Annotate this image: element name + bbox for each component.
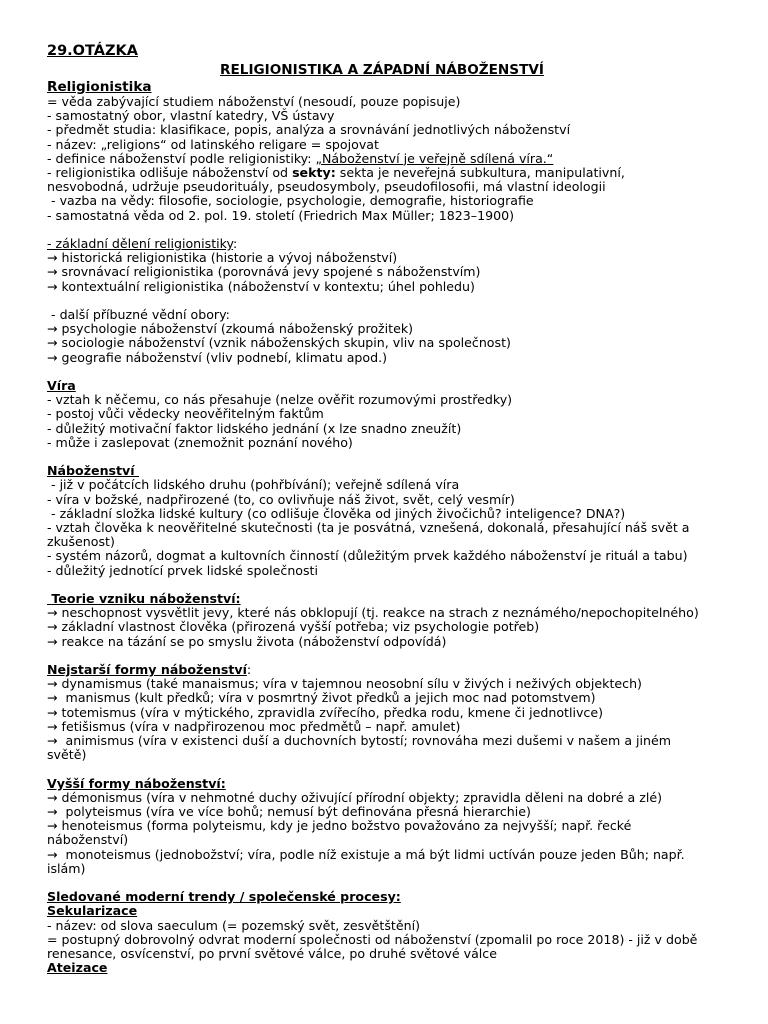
text-line: - postoj vůči vědecky neověřitelným faktům xyxy=(47,406,324,422)
text-line: - název: od slova saeculum (= pozemský svět, zesvětštění) xyxy=(47,917,421,933)
text-line: zkušenost) xyxy=(47,534,115,550)
subsection-heading-text: - základní dělení religionistiky xyxy=(47,236,234,252)
list-item: → totemismus (víra v mýtického, zpravidla zvířecího, předka rodu, kmene či jednotlivce) xyxy=(47,704,603,720)
list-item: → základní vlastnost člověka (přirozená vyšší potřeba; viz psychologie potřeb) xyxy=(47,619,540,635)
text-line: - vztah člověka k neověřitelné skutečnosti (ta je posvátná, vznešená, dokonalá, přesahující náš svět a xyxy=(47,520,690,536)
list-item: → fetišismus (víra v nadpřirozenou moc předmětů – např. amulet) xyxy=(47,718,461,734)
text-line: = věda zabývající studiem náboženství (nesoudí, pouze popisuje) xyxy=(47,94,461,109)
text-line: - vztah k něčemu, co nás přesahuje (nelze ověřit rozumovými prostředky) xyxy=(47,392,513,408)
text-line: - důležitý jednotící prvek lidské společnosti xyxy=(47,562,318,578)
subsection-heading-ateizace: Ateizace xyxy=(47,960,108,976)
text-line: - systém názorů, dogmat a kultovních činností (důležitým prvek každého náboženství je rituál a tabu) xyxy=(47,548,688,564)
sekty-line xyxy=(47,166,717,180)
text-line: - důležitý motivační faktor lidského jednání (x lze snadno zneužít) xyxy=(47,420,462,436)
text-line: - vazba na vědy: filosofie, sociologie, psychologie, demografie, historiografie xyxy=(47,193,534,209)
text-line: - samostatná věda od 2. pol. 19. století (Friedrich Max Müller; 1823–1900) xyxy=(47,207,515,223)
text-line: - základní složka lidské kultury (co odlišuje člověka od jiných živočichů? inteligence? DNA?) xyxy=(47,505,626,521)
list-item: → polyteismus (víra ve více bohů; nemusí být definována přesná hierarchie) xyxy=(47,804,531,820)
subsection-heading-pribuzne-obory: - další příbuzné vědní obory: xyxy=(47,307,230,323)
section-heading-nejstarsi-formy: Nejstarší formy náboženství: xyxy=(47,662,252,678)
text-line: - samostatný obor, vlastní katedry, VŠ ústavy xyxy=(47,108,335,124)
list-item: → monoteismus (jednobožství; víra, podle níž existuje a má být lidmi uctíván pouze jeden Bůh; např. xyxy=(47,846,685,862)
list-item: → sociologie náboženství (vznik náboženských skupin, vliv na společnost) xyxy=(47,335,511,351)
section-heading-vyssi-formy: Vyšší formy náboženství: xyxy=(47,775,226,791)
list-item: → manismus (kult předků; víra v posmrtný život předků a jejich moc nad potomstvem) xyxy=(47,690,596,706)
section-heading-trendy: Sledované moderní trendy / společenské procesy: xyxy=(47,889,401,905)
text-line: - předmět studia: klasifikace, popis, analýza a srovnávání jednotlivých náboženství xyxy=(47,122,571,138)
text-line: - název: „religions“ od latinského religare = spojovat xyxy=(47,136,379,152)
subsection-heading-zakladni-deleni: - základní dělení religionistiky: xyxy=(47,236,238,252)
list-item: → srovnávací religionistika (porovnává jevy spojené s náboženstvím) xyxy=(47,264,481,280)
list-item: → reakce na tázání se po smyslu života (náboženství odpovídá) xyxy=(47,633,447,649)
sekty-prefix: - religionistika odlišuje náboženství od xyxy=(47,165,293,181)
question-number: 29.OTÁZKA xyxy=(47,43,138,59)
text-line: nesvobodná, udržuje pseudorituály, pseudosymboly, pseudofilosofii, má vlastní ideologii xyxy=(47,179,606,195)
sekty-suffix: sekta je neveřejná subkultura, manipulativní, xyxy=(335,165,625,181)
list-item: → historická religionistika (historie a vývoj náboženství) xyxy=(47,250,398,266)
subsection-heading-sekularizace: Sekularizace xyxy=(47,903,138,919)
definition-line xyxy=(47,152,717,166)
list-item: → psychologie náboženství (zkoumá náboženský prožitek) xyxy=(47,321,414,337)
list-item: světě) xyxy=(47,747,87,763)
definition-prefix: - definice náboženství podle religionistiky: xyxy=(47,150,316,166)
sekty-term: sekty: xyxy=(292,165,336,181)
list-item: → kontextuální religionistika (náboženství v kontextu; úhel pohledu) xyxy=(47,278,475,294)
text-line: renesance, osvícenství, po první světové válce, po druhé světové válce xyxy=(47,946,497,962)
text-line: - již v počátcích lidského druhu (pohřbívání); veřejně sdílená víra xyxy=(47,477,460,493)
text-line: = postupný dobrovolný odvrat moderní společnosti od náboženství (zpomalil po roce 2018) - již v době xyxy=(47,931,698,947)
list-item: náboženství) xyxy=(47,832,129,848)
text-line: - víra v božské, nadpřirozené (to, co ovlivňuje náš život, svět, celý vesmír) xyxy=(47,491,515,507)
list-item: → henoteismus (forma polyteismu, kdy je jedno božstvo považováno za nejvyšší; např. řecké xyxy=(47,818,632,834)
definition-quote: „Náboženství je veřejně sdílená víra.“ xyxy=(315,150,554,166)
section-heading-religionistika: Religionistika xyxy=(47,79,152,95)
list-item: → geografie náboženství (vliv podnebí, klimatu apod.) xyxy=(47,349,388,365)
list-item: islám) xyxy=(47,860,86,876)
list-item: → animismus (víra v existenci duší a duchovních bytostí; rovnováha mezi dušemi v našem a jiném xyxy=(47,733,672,749)
list-item: → démonismus (víra v nehmotné duchy oživující přírodní objekty; zpravidla děleni na dobré a zlé) xyxy=(47,789,663,805)
section-heading-nabozenstvi: Náboženství xyxy=(47,463,139,479)
list-item: → dynamismus (také manaismus; víra v tajemnou neosobní sílu v živých i neživých objektech) xyxy=(47,676,642,692)
section-heading-text: Nejstarší formy náboženství xyxy=(47,662,247,678)
section-heading-vira: Víra xyxy=(47,378,76,394)
text-line: - může i zaslepovat (znemožnit poznání nového) xyxy=(47,434,353,450)
section-heading-teorie-vzniku: Teorie vzniku náboženství: xyxy=(47,591,241,607)
document-page xyxy=(47,43,717,975)
document-title: RELIGIONISTIKA A ZÁPADNÍ NÁBOŽENSTVÍ xyxy=(220,62,544,78)
list-item: → neschopnost vysvětlit jevy, které nás obklopují (tj. reakce na strach z neznámého/nepochopitelného) xyxy=(47,605,699,621)
